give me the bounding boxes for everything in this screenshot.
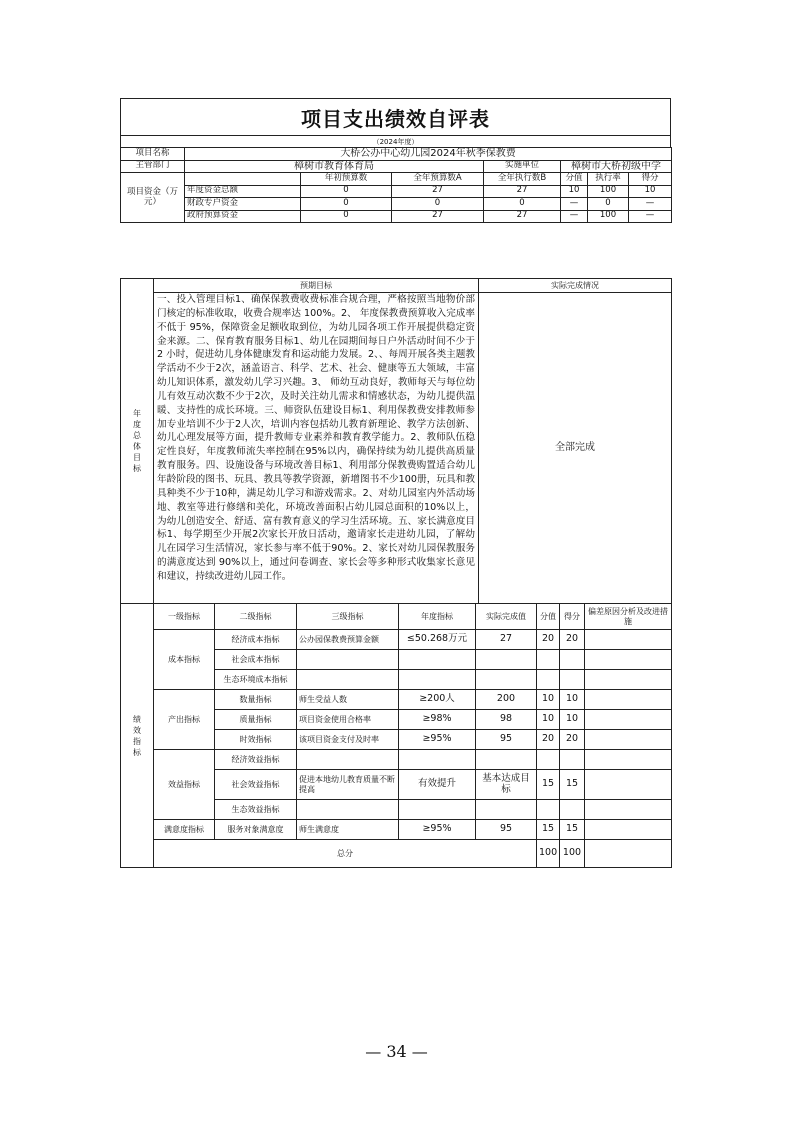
total-label: 总分 <box>154 840 537 868</box>
target-cell: ≥200人 <box>399 690 476 710</box>
deviation-cell <box>585 770 672 800</box>
weight-cell: 20 <box>537 730 560 750</box>
col-actual-value: 实际完成值 <box>476 604 537 630</box>
fund-exec: 0 <box>484 198 561 211</box>
actual-cell: 200 <box>476 690 537 710</box>
target-cell <box>399 750 476 770</box>
fund-rate: 100 <box>588 210 629 223</box>
funds-table <box>120 147 672 223</box>
score-cell <box>560 670 585 690</box>
level2-cell: 时效指标 <box>215 730 297 750</box>
level2-cell: 生态环境成本指标 <box>215 670 297 690</box>
target-cell: 有效提升 <box>399 770 476 800</box>
col-deviation: 偏差原因分析及改进措施 <box>585 604 672 630</box>
fund-annual: 27 <box>392 210 484 223</box>
target-cell <box>399 670 476 690</box>
deviation-cell <box>585 840 672 868</box>
weight-cell <box>537 670 560 690</box>
score-cell: 10 <box>560 710 585 730</box>
weight-cell: 10 <box>537 690 560 710</box>
indicator-row <box>121 750 672 770</box>
level3-cell: 师生受益人数 <box>297 690 399 710</box>
level2-cell: 生态效益指标 <box>215 800 297 820</box>
level2-cell: 服务对象满意度 <box>215 820 297 840</box>
indicators-section-cell <box>121 604 154 868</box>
total-weight: 100 <box>537 840 560 868</box>
fund-score: 10 <box>629 185 672 198</box>
col-level3: 三级指标 <box>297 604 399 630</box>
fund-row-label: 政府预算资金 <box>185 210 301 223</box>
page-number: — 34 — <box>365 1042 428 1061</box>
fund-score: — <box>629 198 672 211</box>
level2-cell: 社会成本指标 <box>215 650 297 670</box>
col-annual-target: 年度指标 <box>399 604 476 630</box>
fund-row-label: 年度资金总额 <box>185 185 301 198</box>
level3-cell: 师生满意度 <box>297 820 399 840</box>
actual-cell <box>476 650 537 670</box>
expected-goal-text: 一、投入管理目标1、确保保教费收费标准合规合理，严格按照当地物价部门核定的标准收取，收费合规率达 100%。2、 年度保教费预算收入完成率不低于 95%，保障资金足额收取到位，为幼儿园各项工作开展提供稳定资金来源。二、保育教育服务目标1、幼儿在园期间每日户外活动时间不少于 2 小时，促进幼儿身体健康发育和运动能力发展。2、、每周开展各类主题教学活动不少于2次，涵盖语言、科学、艺术、社会、健康等五大领域，丰富幼儿知识体系，激发幼儿学习兴趣。3、 师幼互动良好，教师每天与每位幼儿有效互动次数不少于2次，及时关注幼儿需求和情感状态，为幼儿提供温暖、支持性的成长环境。三、师资队伍建设目标1、利用保教费安排教师参加专业培训不少于2人次，培训内容包括幼儿教育新理论、教学方法创新、幼儿心理发展等方面，提升教师专业素养和教育教学能力。2、教师队伍稳定性良好，年度教师流失率控制在95%以内，确保持续为幼儿提供高质量教育服务。四、设施设备与环境改善目标1、利用部分保教费购置适合幼儿年龄阶段的图书、玩具、教具等教学资源，新增图书不少100册，玩具和教具种类不少于10种，满足幼儿学习和游戏需求。2、对幼儿园室内外活动场地、教室等进行修缮和美化，环境改善面积占幼儿园总面积的10%以上，为幼儿创造安全、舒适、富有教育意义的学习生活环境。五、家长满意度目标1、每学期至少开展2次家长开放日活动，邀请家长走进幼儿园，了解幼儿在园学习生活情况，家长参与率不低于90%。2、家长对幼儿园保教服务的满意度达到 90%以上，通过问卷调查、家长会等多种形式收集家长意见和建议，持续改进幼儿园工作。 <box>154 293 479 604</box>
col-annual-exec: 全年执行数B <box>484 173 561 186</box>
weight-cell <box>537 800 560 820</box>
dept-label: 主管部门 <box>121 160 185 173</box>
col-score-value: 分值 <box>561 173 588 186</box>
score-cell <box>560 750 585 770</box>
actual-cell: 27 <box>476 630 537 650</box>
actual-cell: 基本达成目标 <box>476 770 537 800</box>
funds-group-label: 项目资金（万元） <box>121 173 185 223</box>
level3-cell <box>297 750 399 770</box>
indicators-section-label: 绩效指标 <box>133 714 141 757</box>
score-cell <box>560 650 585 670</box>
deviation-cell <box>585 800 672 820</box>
level1-cost: 成本指标 <box>154 630 215 690</box>
dept-value: 樟树市教育体育局 <box>185 160 484 173</box>
fund-init: 0 <box>301 185 392 198</box>
impl-label: 实施单位 <box>484 160 561 173</box>
level3-cell: 公办园保教费预算金额 <box>297 630 399 650</box>
indicators-table <box>120 603 672 868</box>
level1-satisfaction: 满意度指标 <box>154 820 215 840</box>
target-cell: ≤50.268万元 <box>399 630 476 650</box>
score-cell: 20 <box>560 730 585 750</box>
actual-cell <box>476 750 537 770</box>
target-cell: ≥98% <box>399 710 476 730</box>
expected-goal-header: 预期目标 <box>154 279 479 293</box>
total-row <box>121 840 672 868</box>
deviation-cell <box>585 820 672 840</box>
target-cell <box>399 800 476 820</box>
col-level1: 一级指标 <box>154 604 215 630</box>
actual-cell <box>476 670 537 690</box>
weight-cell <box>537 750 560 770</box>
fund-score-value: 10 <box>561 185 588 198</box>
fund-annual: 0 <box>392 198 484 211</box>
level1-output: 产出指标 <box>154 690 215 750</box>
level1-benefit: 效益指标 <box>154 750 215 820</box>
fund-score-value: — <box>561 198 588 211</box>
col-weight: 分值 <box>537 604 560 630</box>
target-cell: ≥95% <box>399 730 476 750</box>
score-cell: 10 <box>560 690 585 710</box>
evaluation-form <box>120 98 671 876</box>
empty-cell <box>185 173 301 186</box>
actual-status-text: 全部完成 <box>479 293 672 604</box>
level3-cell: 促进本地幼儿教育质量不断提高 <box>297 770 399 800</box>
actual-cell <box>476 800 537 820</box>
form-year: （2024年度） <box>120 136 671 147</box>
indicator-row <box>121 690 672 710</box>
form-title: 项目支出绩效自评表 <box>120 98 671 136</box>
score-cell: 15 <box>560 770 585 800</box>
actual-cell: 98 <box>476 710 537 730</box>
col-level2: 二级指标 <box>215 604 297 630</box>
funds-row <box>121 198 672 211</box>
actual-status-header: 实际完成情况 <box>479 279 672 293</box>
deviation-cell <box>585 750 672 770</box>
level3-cell <box>297 650 399 670</box>
impl-value: 樟树市大桥初级中学 <box>561 160 672 173</box>
goals-table <box>120 278 672 604</box>
level3-cell <box>297 670 399 690</box>
goals-section-cell <box>121 279 154 604</box>
goals-section-label: 年度总体目标 <box>133 409 141 473</box>
target-cell <box>399 650 476 670</box>
col-init-budget: 年初预算数 <box>301 173 392 186</box>
funds-row <box>121 210 672 223</box>
project-name-label: 项目名称 <box>121 148 185 161</box>
fund-init: 0 <box>301 210 392 223</box>
weight-cell: 15 <box>537 770 560 800</box>
deviation-cell <box>585 670 672 690</box>
weight-cell: 20 <box>537 630 560 650</box>
indicator-row <box>121 820 672 840</box>
fund-exec: 27 <box>484 185 561 198</box>
level2-cell: 经济效益指标 <box>215 750 297 770</box>
funds-row <box>121 185 672 198</box>
target-cell: ≥95% <box>399 820 476 840</box>
level2-cell: 数量指标 <box>215 690 297 710</box>
level2-cell: 质量指标 <box>215 710 297 730</box>
level3-cell: 该项目资金支付及时率 <box>297 730 399 750</box>
level2-cell: 社会效益指标 <box>215 770 297 800</box>
col-score: 得分 <box>560 604 585 630</box>
weight-cell <box>537 650 560 670</box>
col-annual-budget: 全年预算数A <box>392 173 484 186</box>
fund-rate: 100 <box>588 185 629 198</box>
total-score: 100 <box>560 840 585 868</box>
level2-cell: 经济成本指标 <box>215 630 297 650</box>
level3-cell: 项目资金使用合格率 <box>297 710 399 730</box>
col-exec-rate: 执行率 <box>588 173 629 186</box>
fund-rate: 0 <box>588 198 629 211</box>
fund-score-value: — <box>561 210 588 223</box>
project-name-value: 大桥公办中心幼儿园2024年秋季保教费 <box>185 148 672 161</box>
weight-cell: 15 <box>537 820 560 840</box>
level3-cell <box>297 800 399 820</box>
deviation-cell <box>585 650 672 670</box>
fund-init: 0 <box>301 198 392 211</box>
actual-cell: 95 <box>476 820 537 840</box>
indicator-row <box>121 630 672 650</box>
deviation-cell <box>585 710 672 730</box>
deviation-cell <box>585 690 672 710</box>
score-cell: 15 <box>560 820 585 840</box>
fund-row-label: 财政专户资金 <box>185 198 301 211</box>
score-cell <box>560 800 585 820</box>
deviation-cell <box>585 730 672 750</box>
col-score: 得分 <box>629 173 672 186</box>
score-cell: 20 <box>560 630 585 650</box>
fund-annual: 27 <box>392 185 484 198</box>
fund-exec: 27 <box>484 210 561 223</box>
deviation-cell <box>585 630 672 650</box>
actual-cell: 95 <box>476 730 537 750</box>
fund-score: — <box>629 210 672 223</box>
weight-cell: 10 <box>537 710 560 730</box>
